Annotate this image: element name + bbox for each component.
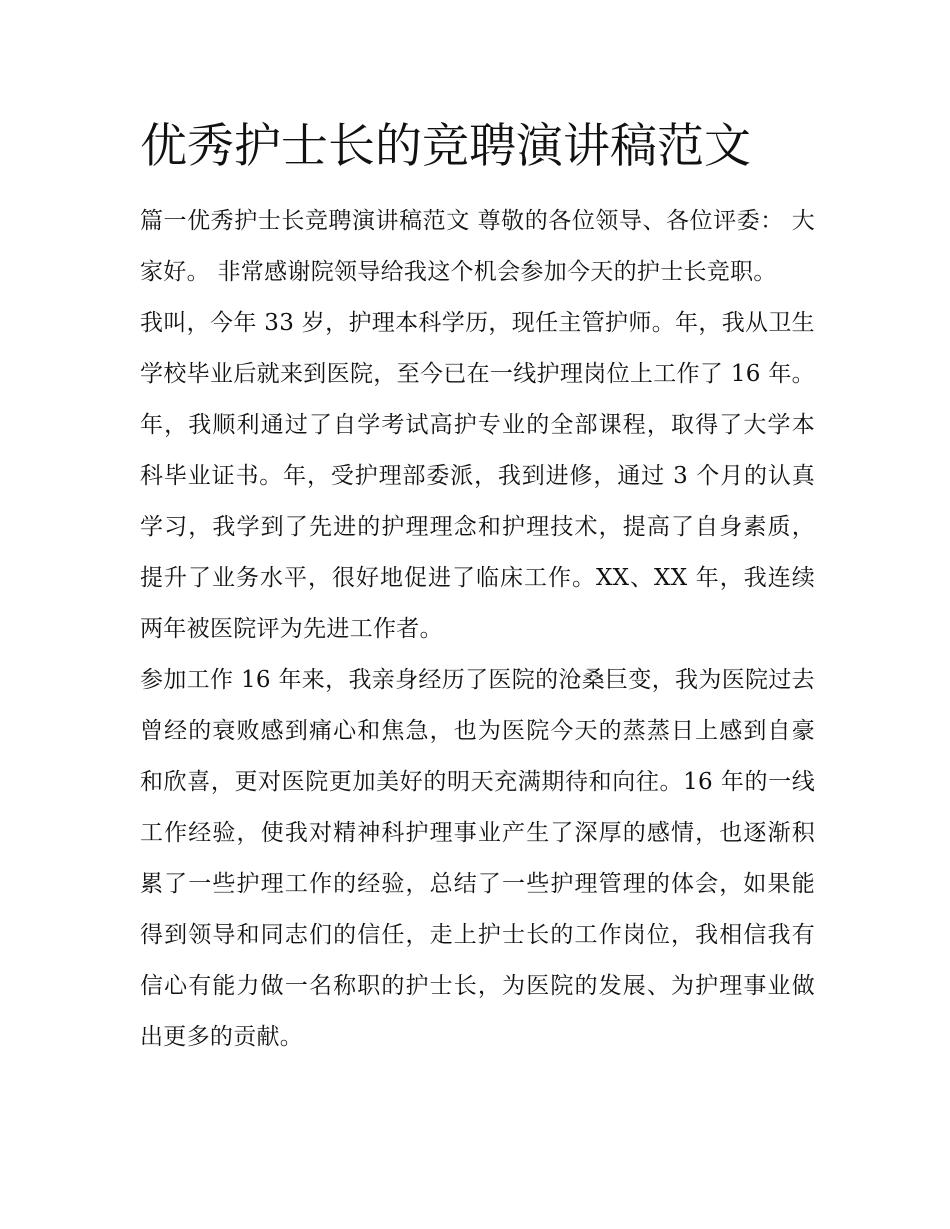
document-title: 优秀护士长的竞聘演讲稿范文 [140, 119, 751, 174]
document-body [140, 196, 815, 1063]
paragraph-experience: 参加工作 16 年来，我亲身经历了医院的沧桑巨变，我为医院过去曾经的衰败感到痛心和焦急，也为医院今天的蒸蒸日上感到自豪和欣喜，更对医院更加美好的明天充满期待和向往。16 年的一线工作经验，使我对精神科护理事业产生了深厚的感情，也逐渐积累了一些护理工作的经验，总结了一些护理管理的体会，如果能得到领导和同志们的信任，走上护士长的工作岗位，我相信我有信心有能力做一名称职的护士长，为医院的发展、为护理事业做出更多的贡献。 [140, 667, 815, 1050]
paragraph-background: 我叫，今年 33 岁，护理本科学历，现任主管护师。年，我从卫生学校毕业后就来到医院，至今已在一线护理岗位上工作了 16 年。年，我顺利通过了自学考试高护专业的全部课程，取得了大学本科毕业证书。年，受护理部委派，我到进修，通过 3 个月的认真学习，我学到了先进的护理理念和护理技术，提高了自身素质，提升了业务水平，很好地促进了临床工作。XX、XX 年，我连续两年被医院评为先进工作者。 [140, 310, 815, 642]
paragraph-intro: 篇一优秀护士长竞聘演讲稿范文 尊敬的各位领导、各位评委： 大家好。 非常感谢院领导给我这个机会参加今天的护士长竞职。 [140, 208, 815, 285]
